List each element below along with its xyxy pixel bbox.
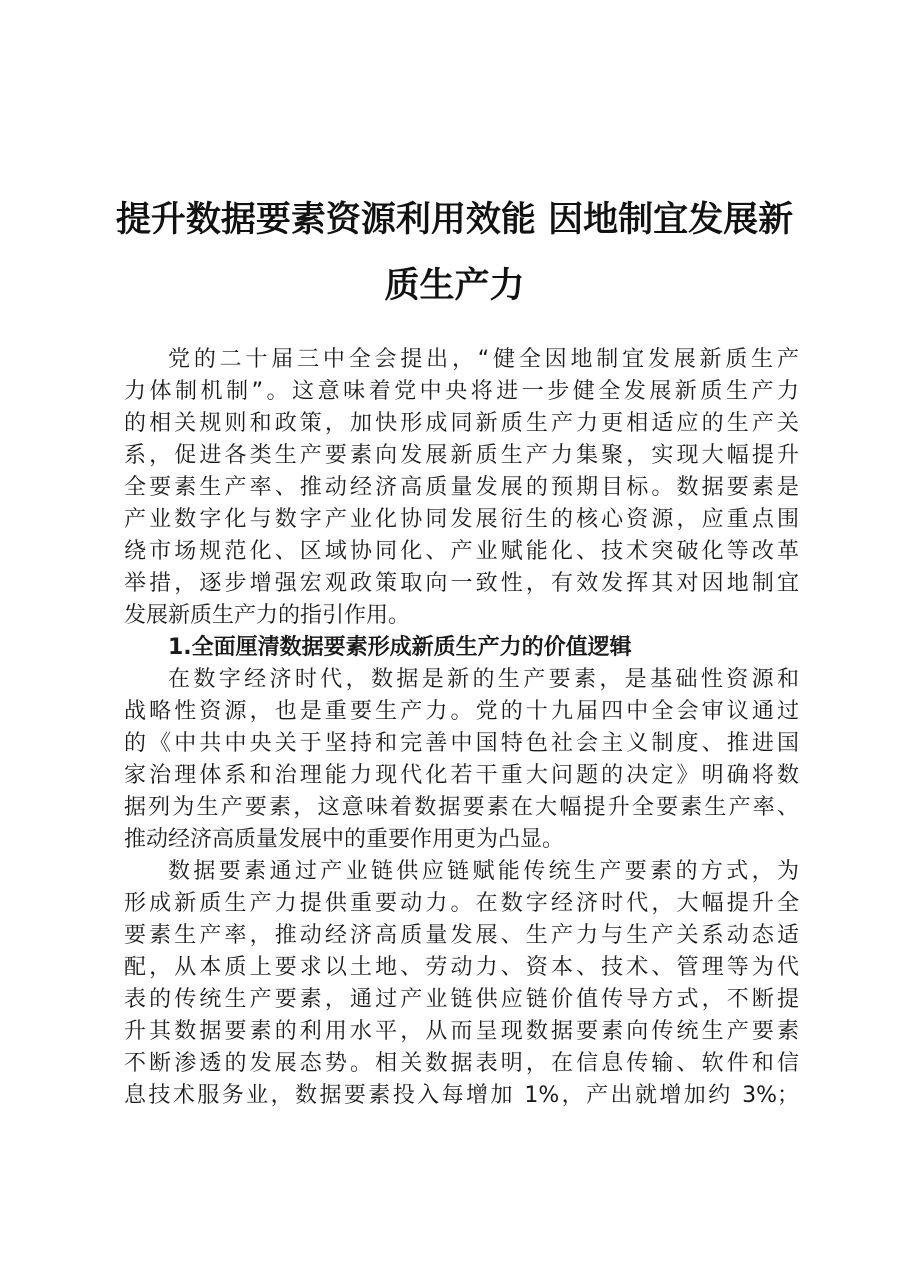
paragraph-2-line: 战略性资源，也是重要生产力。党的十九届四中全会审议通过 — [124, 699, 799, 724]
paragraph-3-line: 配，从本质上要求以土地、劳动力、资本、技术、管理等为代 — [124, 955, 799, 980]
paragraph-1-line: 力体制机制”。这意味着党中央将进一步健全发展新质生产力 — [124, 379, 799, 404]
paragraph-3-line: 不断渗透的发展态势。相关数据表明，在信息传输、软件和信 — [124, 1051, 799, 1076]
paragraph-1-line: 系，促进各类生产要素向发展新质生产力集聚，实现大幅提升 — [124, 443, 799, 468]
document-title-line-2: 质生产力 — [384, 265, 525, 306]
section-heading: 1.全面厘清数据要素形成新质生产力的价值逻辑 — [168, 635, 632, 660]
paragraph-1-line: 的相关规则和政策，加快形成同新质生产力更相适应的生产关 — [124, 411, 799, 436]
paragraph-1-line: 绕市场规范化、区域协同化、产业赋能化、技术突破化等改革 — [124, 539, 799, 564]
paragraph-1-line: 全要素生产率、推动经济高质量发展的预期目标。数据要素是 — [124, 475, 799, 500]
paragraph-2-line: 家治理体系和治理能力现代化若干重大问题的决定》明确将数 — [124, 763, 799, 788]
document-title-line-1: 提升数据要素资源利用效能 因地制宜发展新 — [115, 199, 794, 240]
paragraph-3-line: 息技术服务业，数据要素投入每增加 1%，产出就增加约 3%； — [124, 1083, 799, 1108]
paragraph-2-line: 据列为生产要素，这意味着数据要素在大幅提升全要素生产率、 — [124, 795, 799, 820]
paragraph-1-line: 党的二十届三中全会提出，“健全因地制宜发展新质生产 — [168, 347, 799, 372]
paragraph-1-line: 产业数字化与数字产业化协同发展衍生的核心资源，应重点围 — [124, 507, 799, 532]
paragraph-2-line: 在数字经济时代，数据是新的生产要素，是基础性资源和 — [168, 667, 799, 692]
paragraph-2-line: 的《中共中央关于坚持和完善中国特色社会主义制度、推进国 — [124, 731, 799, 756]
paragraph-3-line: 要素生产率，推动经济高质量发展、生产力与生产关系动态适 — [124, 923, 799, 948]
document-body — [124, 344, 799, 1112]
paragraph-2-line: 推动经济高质量发展中的重要作用更为凸显。 — [124, 827, 565, 852]
paragraph-3-line: 数据要素通过产业链供应链赋能传统生产要素的方式，为 — [168, 859, 799, 884]
paragraph-1-line: 发展新质生产力的指引作用。 — [124, 603, 411, 628]
paragraph-3-line: 表的传统生产要素，通过产业链供应链价值传导方式，不断提 — [124, 987, 799, 1012]
paragraph-1-line: 举措，逐步增强宏观政策取向一致性，有效发挥其对因地制宜 — [124, 571, 799, 596]
paragraph-3-line: 形成新质生产力提供重要动力。在数字经济时代，大幅提升全 — [124, 891, 799, 916]
paragraph-3-line: 升其数据要素的利用水平，从而呈现数据要素向传统生产要素 — [124, 1019, 799, 1044]
